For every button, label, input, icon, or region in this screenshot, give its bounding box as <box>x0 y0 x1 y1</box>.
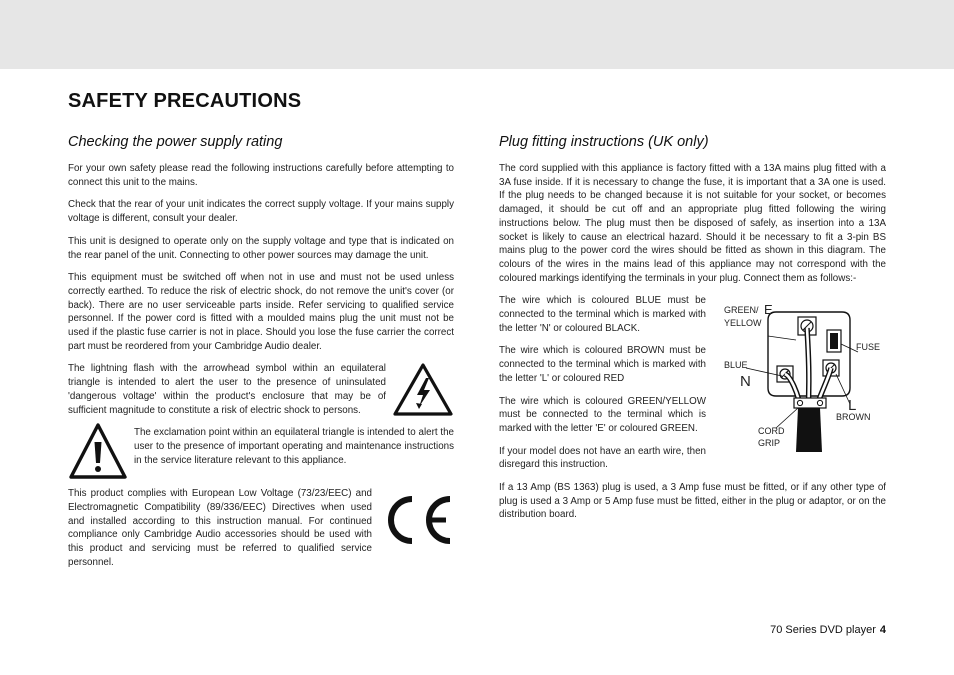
paragraph: If your model does not have an earth wire, then disregard this instruction. <box>499 445 706 471</box>
diagram-label-cord: CORD <box>758 426 785 437</box>
paragraph: The wire which is coloured BLUE must be connected to the terminal which is marked with the letter 'N' or coloured BLACK. <box>499 295 706 334</box>
wiring-instructions <box>499 294 706 481</box>
paragraph: This equipment must be switched off when not in use and must not be used unless correctly earthed. To reduce the risk of electric shock, do not remove the unit's cover (or back). There are no user serviceable parts inside. Refer servicing to qualified service personnel. If the power cord is fitted with a moulded mains plug the unit must not be used if the plastic fuse carrier is not in place. Should you lose the fuse carrier the correct part must be reordered from your Cambridge Audio dealer. <box>68 272 454 352</box>
page-title: SAFETY PRECAUTIONS <box>68 90 302 112</box>
diagram-label-e: E <box>764 302 773 318</box>
paragraph: This unit is designed to operate only on the supply voltage and type that is indicated on the rear panel of the unit. Connecting to other power sources may damage the unit. <box>68 235 454 261</box>
exclamation-block <box>68 426 454 487</box>
diagram-label-blue: BLUE <box>724 360 748 371</box>
paragraph: This product complies with European Low Voltage (73/23/EEC) and Electromagnetic Compatibility (89/336/EEC) Directives when used and installed according to this instruction manual. For continued compliance only Cambridge Audio accessories should be used with this product and servicing must be referred to qualified service personnel. <box>68 488 372 568</box>
paragraph: The lightning flash with the arrowhead symbol within an equilateral triangle is intended to alert the user to the presence of uninsulated 'dangerous voltage' within the product's enclosure that may be of sufficient magnitude to constitute a risk of electric shock to persons. <box>68 363 386 416</box>
paragraph: The exclamation point within an equilateral triangle is intended to alert the user to the presence of important operating and maintenance instructions in the service literature relevant to this appliance. <box>134 427 454 466</box>
plug-wiring-block <box>499 294 886 481</box>
lightning-warning-icon <box>392 362 454 423</box>
diagram-label-yellow: YELLOW <box>724 318 762 329</box>
lightning-block <box>68 362 454 426</box>
left-column <box>68 134 454 578</box>
plug-wiring-diagram <box>724 296 886 457</box>
header-band <box>0 0 954 69</box>
exclamation-warning-icon <box>68 422 128 487</box>
diagram-label-fuse: FUSE <box>856 342 881 353</box>
ce-block <box>68 487 454 578</box>
page-footer <box>770 624 886 636</box>
ce-mark-icon <box>380 491 454 554</box>
paragraph: For your own safety please read the following instructions carefully before attempting to connect this unit to the mains. <box>68 163 454 188</box>
diagram-label-n: N <box>740 373 751 391</box>
right-column <box>499 134 886 531</box>
paragraph: The wire which is coloured BROWN must be connected to the terminal which is marked with the letter 'L' or coloured RED <box>499 345 706 384</box>
diagram-label-brown: BROWN <box>836 412 871 423</box>
paragraph: The cord supplied with this appliance is factory fitted with a 13A mains plug fitted with a 3A fuse inside. If it is necessary to change the fuse, it is important that a 3A one is used. If the plug needs to be changed because it is not suitable for your socket, or becomes damaged, it should be cut off and an appropriate plug fitted following the wiring instructions below. The plug must then be disposed of safely, as insertion into a 13A socket is likely to cause an electrical hazard. Should it be necessary to fit a 3-pin BS mains plug to the power cord the wires should be fitted as shown in this diagram. The colours of the wires in the mains lead of this appliance may not correspond with the coloured markings identifying the terminals in your plug. Connect them as follows:- <box>499 163 886 284</box>
paragraph: Check that the rear of your unit indicates the correct supply voltage. If your mains supply voltage is different, consult your dealer. <box>68 199 454 225</box>
diagram-label-green: GREEN/ <box>724 305 759 316</box>
paragraph: The wire which is coloured GREEN/YELLOW must be connected to the terminal which is marked with the letter 'E' or coloured GREEN. <box>499 395 706 434</box>
paragraph: If a 13 Amp (BS 1363) plug is used, a 3 Amp fuse must be fitted, or if any other type of plug is used a 3 Amp or 5 Amp fuse must be fitted, either in the plug or adaptor, or on the distribution board. <box>499 482 886 521</box>
diagram-label-l: L <box>848 397 857 415</box>
power-supply-heading: Checking the power supply rating <box>68 134 283 150</box>
page-number: 4 <box>879 624 886 636</box>
footer-label: 70 Series DVD player <box>770 624 876 636</box>
diagram-label-grip: GRIP <box>758 438 781 449</box>
plug-fitting-heading: Plug fitting instructions (UK only) <box>499 134 709 150</box>
